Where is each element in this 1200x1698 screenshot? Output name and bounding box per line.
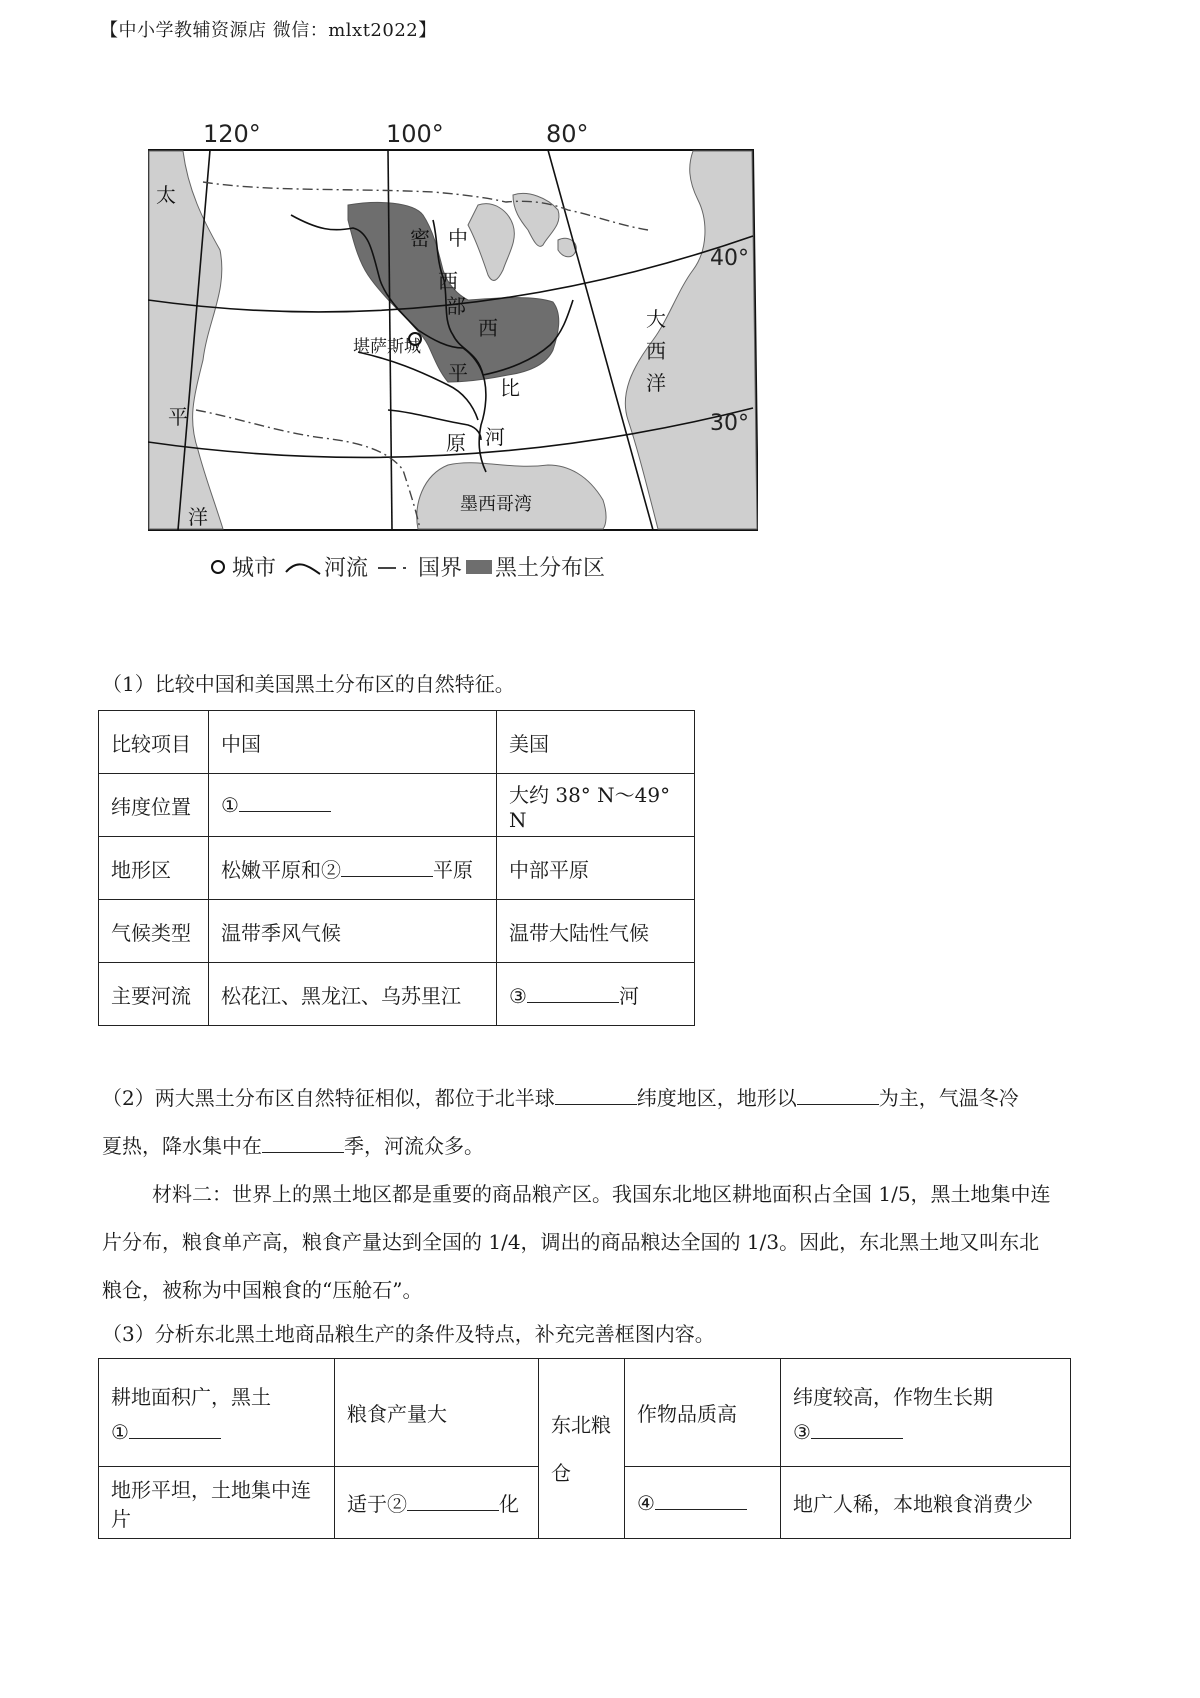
answer-blank-latitude[interactable] — [555, 1086, 637, 1105]
legend-river-label: 河流 — [324, 556, 369, 581]
cell-text: ③ — [509, 983, 527, 1008]
legend-city-label: 城市 — [232, 556, 277, 581]
table-cell: 粮食产量大 — [335, 1359, 539, 1467]
label-ping: 平 — [168, 405, 188, 429]
label-da: 大 — [646, 307, 666, 331]
label-ping2: 平 — [448, 361, 468, 385]
label-yuan: 原 — [446, 431, 466, 455]
legend-river-icon — [286, 564, 320, 574]
answer-blank-2[interactable] — [341, 858, 433, 877]
table-row — [99, 1359, 1071, 1467]
table-cell — [209, 837, 497, 900]
table-cell: 地形平坦，土地集中连片 — [99, 1467, 335, 1539]
label-yang2: 洋 — [646, 371, 666, 395]
label-xi2: 西 — [478, 316, 498, 340]
legend-blacksoil-label: 黑土分布区 — [495, 556, 606, 581]
cell-text: 平原 — [433, 857, 473, 882]
question-2 — [102, 1074, 1102, 1170]
label-tai: 太 — [156, 183, 176, 207]
q2-text: 夏热，降水集中在 — [102, 1134, 262, 1158]
cell-text: 适于② — [347, 1492, 407, 1516]
table-cell — [625, 1467, 781, 1539]
material-2 — [102, 1170, 1102, 1314]
table-cell: 比较项目 — [99, 711, 209, 774]
table-cell: 大约 38° N～49° N — [497, 774, 695, 837]
label-yang: 洋 — [188, 505, 208, 529]
label-bi: 比 — [500, 376, 520, 400]
map-legend — [212, 556, 605, 581]
cell-text: 松嫩平原和② — [221, 857, 341, 882]
cell-text: ③ — [793, 1420, 811, 1444]
table-cell: 地广人稀，本地粮食消费少 — [781, 1467, 1071, 1539]
table-cell — [335, 1467, 539, 1539]
table-cell — [99, 1359, 335, 1467]
table-cell: 作物品质高 — [625, 1359, 781, 1467]
table-cell — [539, 1359, 625, 1539]
material-line: 片分布，粮食单产高，粮食产量达到全国的 1/4，调出的商品粮达全国的 1/3。因此，东北黑土地又叫东北 — [102, 1230, 1040, 1254]
answer-blank-3[interactable] — [527, 984, 619, 1003]
q2-text: 季，河流众多。 — [344, 1134, 484, 1158]
table-row — [99, 711, 695, 774]
page-header: 【中小学教辅资源店 微信：mlxt2022】 — [100, 20, 437, 41]
cell-text: ① — [221, 793, 239, 817]
label-bu: 部 — [446, 294, 466, 318]
comparison-table — [98, 710, 695, 1026]
framework-table — [98, 1358, 1071, 1539]
answer-blank-season[interactable] — [262, 1134, 344, 1153]
q2-text: 纬度地区，地形以 — [636, 1086, 797, 1110]
table-cell: 气候类型 — [99, 900, 209, 963]
question-3: （3）分析东北黑土地商品粮生产的条件及特点，补充完善框图内容。 — [102, 1322, 715, 1346]
table-cell — [209, 774, 497, 837]
table-row — [99, 900, 695, 963]
legend-city-icon — [212, 561, 224, 573]
table-cell: 中部平原 — [497, 837, 695, 900]
lon-label-100: 100° — [386, 120, 444, 148]
question-1: （1）比较中国和美国黑土分布区的自然特征。 — [102, 672, 515, 696]
label-he: 河 — [485, 425, 505, 449]
answer-blank-t2-2[interactable] — [407, 1492, 499, 1511]
cell-text: ④ — [637, 1490, 655, 1515]
material-line: 材料二：世界上的黑土地区都是重要的商品粮产区。我国东北地区耕地面积占全国 1/5，黑土地集中连 — [152, 1182, 1051, 1206]
answer-blank-t2-1[interactable] — [129, 1420, 221, 1439]
table-cell: 纬度位置 — [99, 774, 209, 837]
label-xi1: 西 — [438, 269, 458, 293]
lon-label-80: 80° — [546, 120, 589, 148]
blacksoil-map — [148, 120, 758, 630]
material-line: 粮仓，被称为中国粮食的“压舱石”。 — [102, 1278, 423, 1302]
cell-text: ① — [111, 1420, 129, 1444]
legend-border-label: 国界 — [418, 556, 463, 581]
table-cell: 松花江、黑龙江、乌苏里江 — [209, 963, 497, 1026]
lat-label-40: 40° — [710, 246, 749, 271]
answer-blank-t2-4[interactable] — [655, 1491, 747, 1510]
table-cell: 中国 — [209, 711, 497, 774]
answer-blank-1[interactable] — [239, 793, 331, 812]
center-label: 东北粮仓 — [551, 1412, 611, 1485]
table-row — [99, 963, 695, 1026]
table-cell: 地形区 — [99, 837, 209, 900]
label-mi: 密 — [410, 226, 430, 250]
table-cell: 温带季风气候 — [209, 900, 497, 963]
cell-text: 化 — [499, 1492, 519, 1516]
table-row — [99, 837, 695, 900]
answer-blank-t2-3[interactable] — [811, 1420, 903, 1439]
table-cell: 温带大陆性气候 — [497, 900, 695, 963]
label-city: 堪萨斯城 — [353, 337, 421, 357]
lat-label-30: 30° — [710, 411, 749, 436]
legend-blacksoil-icon — [466, 560, 492, 574]
cell-text: 耕地面积广，黑土 — [111, 1385, 271, 1409]
lon-label-120: 120° — [203, 120, 261, 148]
answer-blank-terrain[interactable] — [797, 1086, 879, 1105]
label-xi3: 西 — [646, 339, 666, 363]
cell-text: 河 — [618, 983, 639, 1008]
cell-text: 纬度较高，作物生长期 — [793, 1385, 993, 1409]
table-row — [99, 774, 695, 837]
table-cell — [781, 1359, 1071, 1467]
table-cell: 主要河流 — [99, 963, 209, 1026]
label-gulf: 墨西哥湾 — [460, 494, 532, 515]
q2-text: （2）两大黑土分布区自然特征相似，都位于北半球 — [102, 1086, 555, 1110]
table-cell — [497, 963, 695, 1026]
table-cell: 美国 — [497, 711, 695, 774]
q2-text: 为主，气温冬冷 — [878, 1086, 1019, 1110]
label-zhong: 中 — [448, 226, 468, 250]
